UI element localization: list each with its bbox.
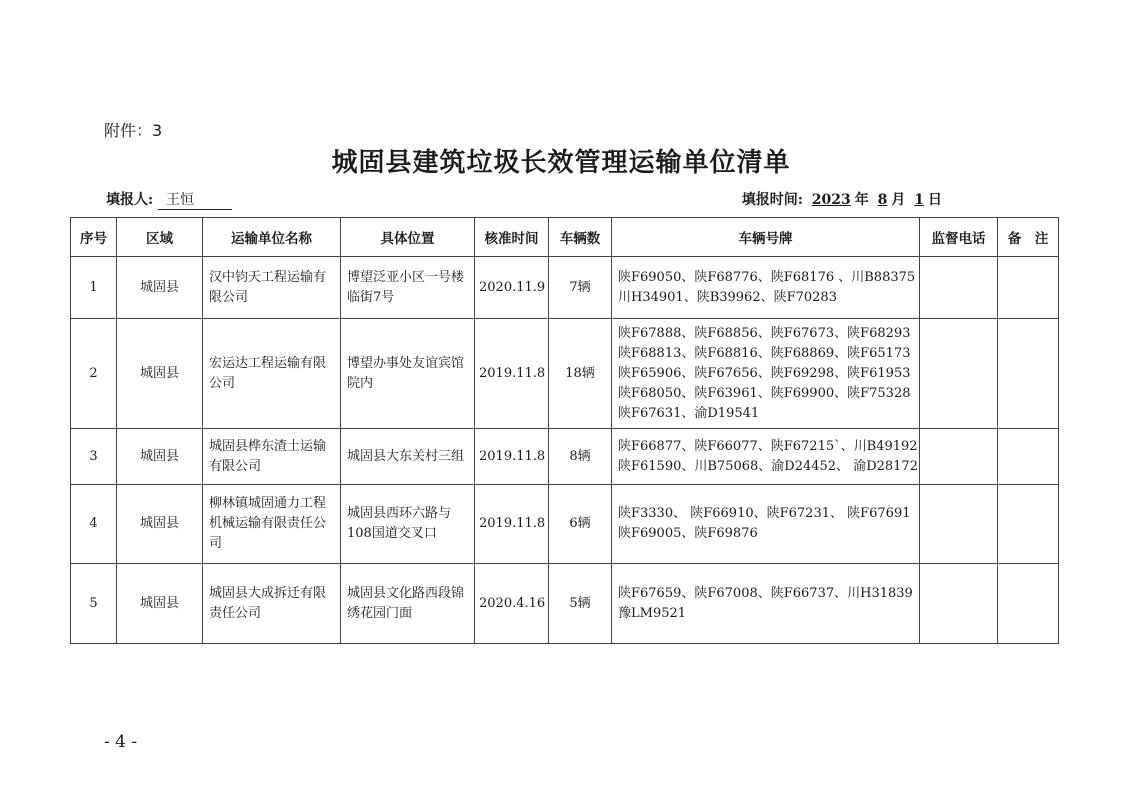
fill-day-unit: 日 [928,192,942,208]
header-date: 核准时间 [475,218,549,257]
cell-unit: 宏运达工程运输有限公司 [203,319,341,429]
cell-no: 4 [71,485,117,564]
header-count: 车辆数 [549,218,612,257]
plate-line: 陕F3330、 陕F66910、陕F67231、 陕F67691 [618,506,911,521]
cell-unit: 城固县桦东渣土运输有限公司 [203,429,341,485]
fill-day: 1 [914,192,924,208]
cell-phone [920,429,998,485]
header-region: 区域 [117,218,203,257]
cell-date: 2019.11.8 [475,429,549,485]
cell-region: 城固县 [117,257,203,319]
filler-field [106,189,232,210]
cell-no: 3 [71,429,117,485]
page-number: - 4 - [104,732,138,752]
cell-date: 2019.11.8 [475,485,549,564]
header-unit: 运输单位名称 [203,218,341,257]
plate-line: 陕F66877、陕F66077、陕F67215`、川B49192 [618,438,918,454]
cell-location: 博望泛亚小区一号楼临街7号 [341,257,475,319]
cell-phone [920,319,998,429]
plate-line: 陕F68813、陕F68816、陕F68869、陕F65173 [618,345,911,361]
transport-unit-table [70,217,1059,644]
plate-line: 陕F61590、川B75068、渝D24452、 渝D28172 [618,458,918,474]
document-title: 城固县建筑垃圾长效管理运输单位清单 [331,148,791,178]
cell-note [998,429,1059,485]
cell-region: 城固县 [117,429,203,485]
header-no: 序号 [71,218,117,257]
table-header-row [71,218,1059,257]
cell-no: 5 [71,564,117,644]
fill-year-unit: 年 [854,192,869,208]
cell-plates [612,429,920,485]
cell-count: 18辆 [549,319,612,429]
fill-time-label: 填报时间: [741,192,803,208]
fill-year: 2023 [811,192,851,208]
cell-region: 城固县 [117,564,203,644]
cell-count: 7辆 [549,257,612,319]
cell-phone [920,564,998,644]
filler-name: 王恒 [158,189,232,210]
header-phone: 监督电话 [920,218,998,257]
cell-unit: 柳林镇城固通力工程机械运输有限责任公司 [203,485,341,564]
fill-month-unit: 月 [891,192,906,208]
cell-location: 城固县大东关村三组 [341,429,475,485]
cell-location: 城固县西环六路与108国道交叉口 [341,485,475,564]
cell-plates [612,564,920,644]
table-row [71,319,1059,429]
plate-line: 豫LM9521 [618,605,687,621]
table-row [71,257,1059,319]
cell-unit: 城固县大成拆迁有限责任公司 [203,564,341,644]
header-plates: 车辆号牌 [612,218,920,257]
header-location: 具体位置 [341,218,475,257]
filler-label: 填报人: [106,192,154,208]
fill-month: 8 [877,192,888,208]
cell-plates [612,485,920,564]
cell-no: 1 [71,257,117,319]
cell-region: 城固县 [117,485,203,564]
table-row [71,485,1059,564]
cell-location: 博望办事处友谊宾馆院内 [341,319,475,429]
cell-date: 2020.11.9 [475,257,549,319]
cell-unit: 汉中钧天工程运输有限公司 [203,257,341,319]
header-note: 备 注 [998,218,1059,257]
plate-line: 陕F68050、陕F63961、陕F69900、陕F75328 [618,385,911,401]
cell-plates [612,319,920,429]
cell-note [998,257,1059,319]
table-row [71,429,1059,485]
plate-line: 陕F67631、渝D19541 [618,405,760,421]
plate-line: 川H34901、陕B39962、陕F70283 [618,289,837,305]
plate-line: 陕F69005、陕F69876 [618,526,758,541]
cell-date: 2020.4.16 [475,564,549,644]
cell-no: 2 [71,319,117,429]
cell-count: 5辆 [549,564,612,644]
plate-line: 陕F67888、陕F68856、陕F67673、陕F68293 [618,325,911,341]
cell-count: 6辆 [549,485,612,564]
plate-line: 陕F67659、陕F67008、陕F66737、川H31839 [618,585,913,601]
fill-time-field [742,189,942,209]
plate-line: 陕F65906、陕F67656、陕F69298、陕F61953 [618,365,911,381]
cell-plates [612,257,920,319]
plate-line: 陕F69050、陕F68776、陕F68176 、川B88375 [618,269,916,285]
cell-note [998,319,1059,429]
cell-region: 城固县 [117,319,203,429]
cell-phone [920,485,998,564]
cell-location: 城固县文化路西段锦绣花园门面 [341,564,475,644]
cell-date: 2019.11.8 [475,319,549,429]
cell-phone [920,257,998,319]
attachment-label: 附件：3 [104,121,163,140]
cell-note [998,485,1059,564]
cell-count: 8辆 [549,429,612,485]
cell-note [998,564,1059,644]
table-row [71,564,1059,644]
